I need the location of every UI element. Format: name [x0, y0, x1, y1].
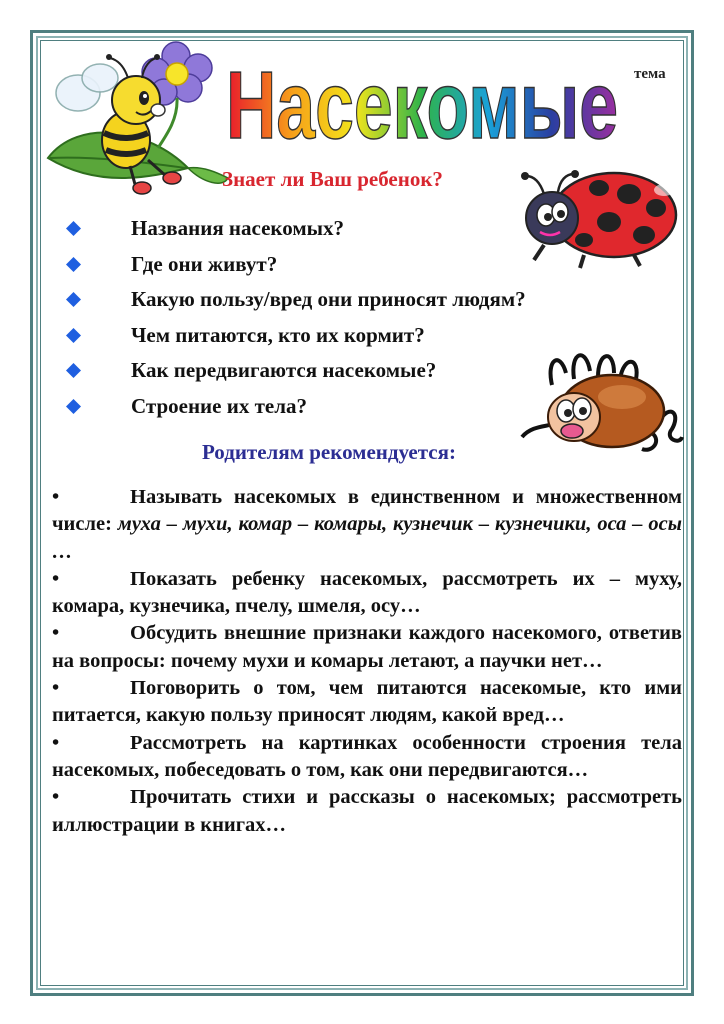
diamond-bullet-icon	[66, 328, 81, 343]
diamond-bullet-icon	[66, 257, 81, 272]
recommendation-item: • Показать ребенку насекомых, рассмотреть их – муху, комара, кузнечика, пчелу, шмеля, осу…	[52, 567, 682, 618]
recommend-heading: Родителям рекомендуется:	[202, 440, 456, 464]
bee-icon	[38, 38, 238, 208]
ladybug-icon	[514, 160, 684, 270]
recommendation-item: • Обсудить внешние признаки каждого насекомого, ответив на вопросы: почему мухи и комары летают, а паучки нет…	[52, 622, 682, 672]
question-text: Где они живут?	[131, 251, 278, 276]
question-text: Названия насекомых?	[131, 216, 345, 241]
list-item	[66, 318, 526, 354]
question-heading: Знает ли Ваш ребенок?	[222, 167, 443, 191]
recommendation-list	[52, 484, 682, 839]
recommendation-item: • Называть насекомых в единственном и множественном числе: муха – мухи, комар – комары, кузнечик – кузнечики, оса – осы …	[52, 486, 683, 563]
question-text: Строение их тела?	[131, 393, 307, 418]
recommendation-text: Называть насекомых в единственном и множественном числе:	[52, 486, 682, 536]
recommendation-item: • Поговорить о том, чем питаются насекомые, кто ими питается, какую пользу приносят людям, какой вред…	[52, 677, 682, 727]
list-item	[66, 211, 526, 247]
diamond-bullet-icon	[66, 221, 81, 236]
recommendation-text: Поговорить о том, чем питаются насекомые, кто ими питается, какую пользу приносят людям, какой вред…	[52, 677, 682, 727]
question-list	[66, 211, 526, 424]
diamond-bullet-icon	[66, 363, 81, 378]
list-item	[66, 353, 526, 389]
title-text: Насекомые	[226, 52, 618, 158]
list-item	[66, 389, 526, 425]
question-text: Какую пользу/вред они приносят людям?	[131, 287, 526, 312]
recommendation-text: Показать ребенку насекомых, рассмотреть их – муху, комара, кузнечика, пчелу, шмеля, осу…	[52, 567, 682, 618]
question-text: Как передвигаются насекомые?	[131, 358, 437, 383]
recommendation-text: Прочитать стихи и рассказы о насекомых; рассмотреть иллюстрации в книгах…	[52, 786, 682, 836]
list-item	[66, 247, 526, 283]
recommendation-examples: муха – мухи, комар – комары, кузнечик – кузнечики, оса – осы …	[52, 513, 683, 563]
page-title	[226, 38, 626, 158]
diamond-bullet-icon	[66, 399, 81, 414]
question-text: Чем питаются, кто их кормит?	[131, 322, 425, 347]
list-item	[66, 282, 526, 318]
recommendation-item: • Рассмотреть на картинках особенности строения тела насекомых, побеседовать о том, как они передвигаются…	[52, 731, 682, 781]
recommendation-text: Обсудить внешние признаки каждого насекомого, ответив на вопросы: почему мухи и комары летают, а паучки нет…	[52, 622, 682, 672]
recommendation-text: Рассмотреть на картинках особенности строения тела насекомых, побеседовать о том, как они передвигаются…	[52, 731, 682, 781]
recommendation-item: • Прочитать стихи и рассказы о насекомых; рассмотреть иллюстрации в книгах…	[52, 786, 682, 836]
beetle-icon	[512, 345, 686, 460]
topic-label: тема	[634, 66, 666, 82]
diamond-bullet-icon	[66, 292, 81, 307]
